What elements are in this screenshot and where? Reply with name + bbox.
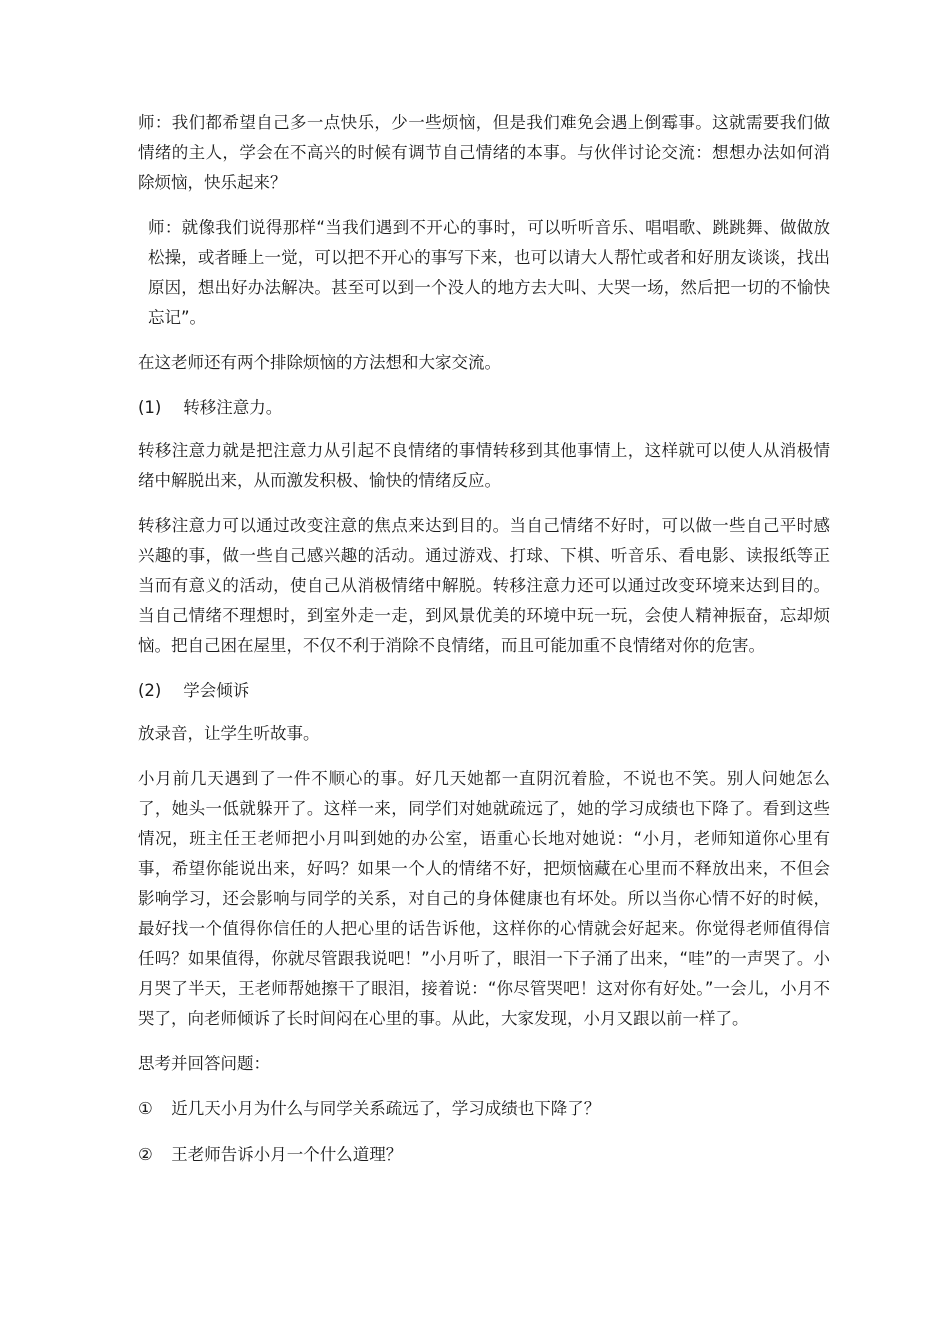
paragraph-attention-definition: 转移注意力就是把注意力从引起不良情绪的事情转移到其他事情上，这样就可以使人从消极情绪中解脱出来，从而激发积极、愉快的情绪反应。 [138, 441, 830, 490]
question-marker: ② [138, 1145, 153, 1164]
section-number: (1) [138, 398, 162, 417]
section-title: 学会倾诉 [183, 681, 250, 700]
question-item-2 [138, 1140, 830, 1170]
paragraph-questions-prompt: 思考并回答问题： [138, 1054, 270, 1073]
section-heading-2 [138, 676, 830, 706]
question-text: 近几天小月为什么与同学关系疏远了，学习成绩也下降了？ [171, 1099, 601, 1118]
paragraph-teacher-summary: 师：就像我们说得那样“当我们遇到不开心的事时，可以听听音乐、唱唱歌、跳跳舞、做做放松操，或者睡上一觉，可以把不开心的事写下来，也可以请大人帮忙或者和好朋友谈谈，找出原因，想出好办法解决。甚至可以到一个没人的地方去大叫、大哭一场，然后把一切的不愉快忘记”。 [148, 218, 830, 327]
section-title: 转移注意力。 [183, 398, 283, 417]
section-heading-1 [138, 393, 830, 423]
paragraph-play-recording: 放录音，让学生听故事。 [138, 724, 320, 743]
paragraph-attention-detail: 转移注意力可以通过改变注意的焦点来达到目的。当自己情绪不好时，可以做一些自己平时感兴趣的事，做一些自己感兴趣的活动。通过游戏、打球、下棋、听音乐、看电影、读报纸等正当而有意义的活动，使自己从消极情绪中解脱。转移注意力还可以通过改变环境来达到目的。当自己情绪不理想时，到室外走一走，到风景优美的环境中玩一玩，会使人精神振奋，忘却烦恼。把自己困在屋里，不仅不利于消除不良情绪，而且可能加重不良情绪对你的危害。 [138, 516, 830, 655]
section-number: (2) [138, 681, 162, 700]
paragraph-story: 小月前几天遇到了一件不顺心的事。好几天她都一直阴沉着脸，不说也不笑。别人问她怎么了，她头一低就躲开了。这样一来，同学们对她就疏远了，她的学习成绩也下降了。看到这些情况，班主任王老师把小月叫到她的办公室，语重心长地对她说：“小月，老师知道你心里有事，希望你能说出来，好吗？如果一个人的情绪不好，把烦恼藏在心里而不释放出来，不但会影响学习，还会影响与同学的关系，对自己的身体健康也有坏处。所以当你心情不好的时候，最好找一个值得你信任的人把心里的话告诉他，这样你的心情就会好起来。你觉得老师值得信任吗？如果值得，你就尽管跟我说吧！”小月听了，眼泪一下子涌了出来，“哇”的一声哭了。小月哭了半天，王老师帮她擦干了眼泪，接着说：“你尽管哭吧！这对你有好处。”一会儿，小月不哭了，向老师倾诉了长时间闷在心里的事。从此，大家发现，小月又跟以前一样了。 [138, 769, 830, 1028]
document-body [138, 108, 830, 1186]
question-marker: ① [138, 1099, 153, 1118]
question-text: 王老师告诉小月一个什么道理？ [171, 1145, 403, 1164]
paragraph-teacher-intro: 师：我们都希望自己多一点快乐，少一些烦恼，但是我们难免会遇上倒霉事。这就需要我们做情绪的主人，学会在不高兴的时候有调节自己情绪的本事。与伙伴讨论交流：想想办法如何消除烦恼，快乐起来？ [138, 113, 830, 192]
question-item-1 [138, 1094, 830, 1124]
paragraph-methods-intro: 在这老师还有两个排除烦恼的方法想和大家交流。 [138, 353, 501, 372]
